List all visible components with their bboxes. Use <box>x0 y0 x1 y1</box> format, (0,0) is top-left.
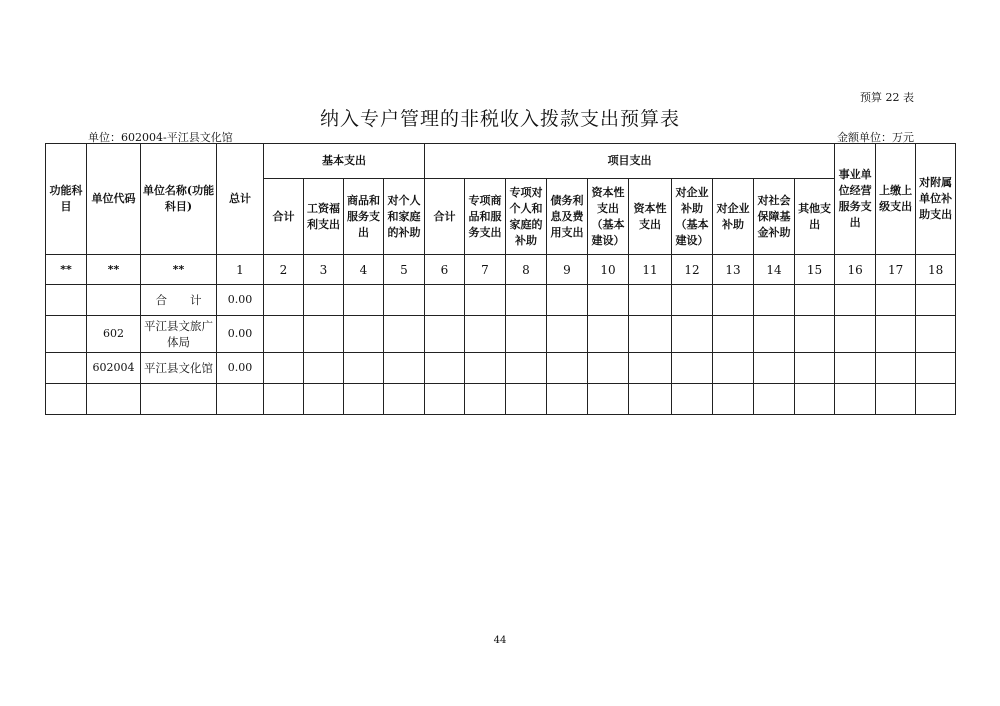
seq-cell: 9 <box>547 255 588 285</box>
header-project-col: 对企业补助（基本建设） <box>672 179 713 255</box>
total-cell: 0.00 <box>217 285 264 316</box>
page-number: 44 <box>493 635 507 646</box>
header-project-col: 债务利息及费用支出 <box>547 179 588 255</box>
func-cell <box>46 316 87 353</box>
seq-cell: ** <box>46 255 87 285</box>
header-project-col: 资本性支出 <box>629 179 672 255</box>
table-row <box>46 316 956 353</box>
seq-cell: 8 <box>506 255 547 285</box>
table-row <box>46 285 956 316</box>
header-func-subject: 功能科目 <box>46 144 87 255</box>
header-basic-col: 合计 <box>264 179 304 255</box>
seq-cell: 1 <box>217 255 264 285</box>
seq-cell: 4 <box>344 255 384 285</box>
func-cell <box>46 285 87 316</box>
header-project-col: 专项商品和服务支出 <box>465 179 506 255</box>
func-cell <box>46 353 87 384</box>
seq-cell: 17 <box>876 255 916 285</box>
code-cell: 602004 <box>87 353 141 384</box>
seq-cell: 11 <box>629 255 672 285</box>
table-row-empty <box>46 384 956 415</box>
header-unit-code: 单位代码 <box>87 144 141 255</box>
total-cell: 0.00 <box>217 316 264 353</box>
header-project-col: 资本性支出（基本建设） <box>588 179 629 255</box>
header-upper-remit: 上缴上级支出 <box>876 144 916 255</box>
header-project-col: 对社会保障基金补助 <box>754 179 795 255</box>
seq-cell: ** <box>141 255 217 285</box>
seq-cell: 7 <box>465 255 506 285</box>
seq-cell: ** <box>87 255 141 285</box>
seq-cell: 13 <box>713 255 754 285</box>
header-project-group: 项目支出 <box>425 144 835 179</box>
seq-cell: 14 <box>754 255 795 285</box>
seq-cell: 12 <box>672 255 713 285</box>
name-cell: 平江县文化馆 <box>141 353 217 384</box>
header-project-col: 专项对个人和家庭的补助 <box>506 179 547 255</box>
header-basic-col: 商品和服务支出 <box>344 179 384 255</box>
header-basic-col: 对个人和家庭的补助 <box>384 179 425 255</box>
sequence-row <box>46 255 956 285</box>
seq-cell: 2 <box>264 255 304 285</box>
header-total: 总计 <box>217 144 264 255</box>
code-cell: 602 <box>87 316 141 353</box>
header-row-1 <box>46 144 956 179</box>
header-project-col: 对企业补助 <box>713 179 754 255</box>
header-unit-name: 单位名称(功能科目) <box>141 144 217 255</box>
unit-label: 单位：602004-平江县文化馆 <box>88 131 233 144</box>
total-cell: 0.00 <box>217 353 264 384</box>
code-cell <box>87 285 141 316</box>
seq-cell: 15 <box>795 255 835 285</box>
header-project-col: 合计 <box>425 179 465 255</box>
seq-cell: 5 <box>384 255 425 285</box>
name-cell: 平江县文旅广体局 <box>141 316 217 353</box>
budget-table <box>45 143 956 415</box>
page-title: 纳入专户管理的非税收入拨款支出预算表 <box>319 108 680 130</box>
seq-cell: 10 <box>588 255 629 285</box>
seq-cell: 6 <box>425 255 465 285</box>
header-biz-service: 事业单位经营服务支出 <box>835 144 876 255</box>
header-affiliate-subsidy: 对附属单位补助支出 <box>916 144 956 255</box>
amount-unit-label: 金额单位：万元 <box>837 131 914 144</box>
form-number: 预算 22 表 <box>860 91 914 104</box>
seq-cell: 3 <box>304 255 344 285</box>
header-basic-group: 基本支出 <box>264 144 425 179</box>
seq-cell: 18 <box>916 255 956 285</box>
name-cell: 合 计 <box>141 285 217 316</box>
header-project-col: 其他支出 <box>795 179 835 255</box>
table-row <box>46 353 956 384</box>
seq-cell: 16 <box>835 255 876 285</box>
header-basic-col: 工资福利支出 <box>304 179 344 255</box>
